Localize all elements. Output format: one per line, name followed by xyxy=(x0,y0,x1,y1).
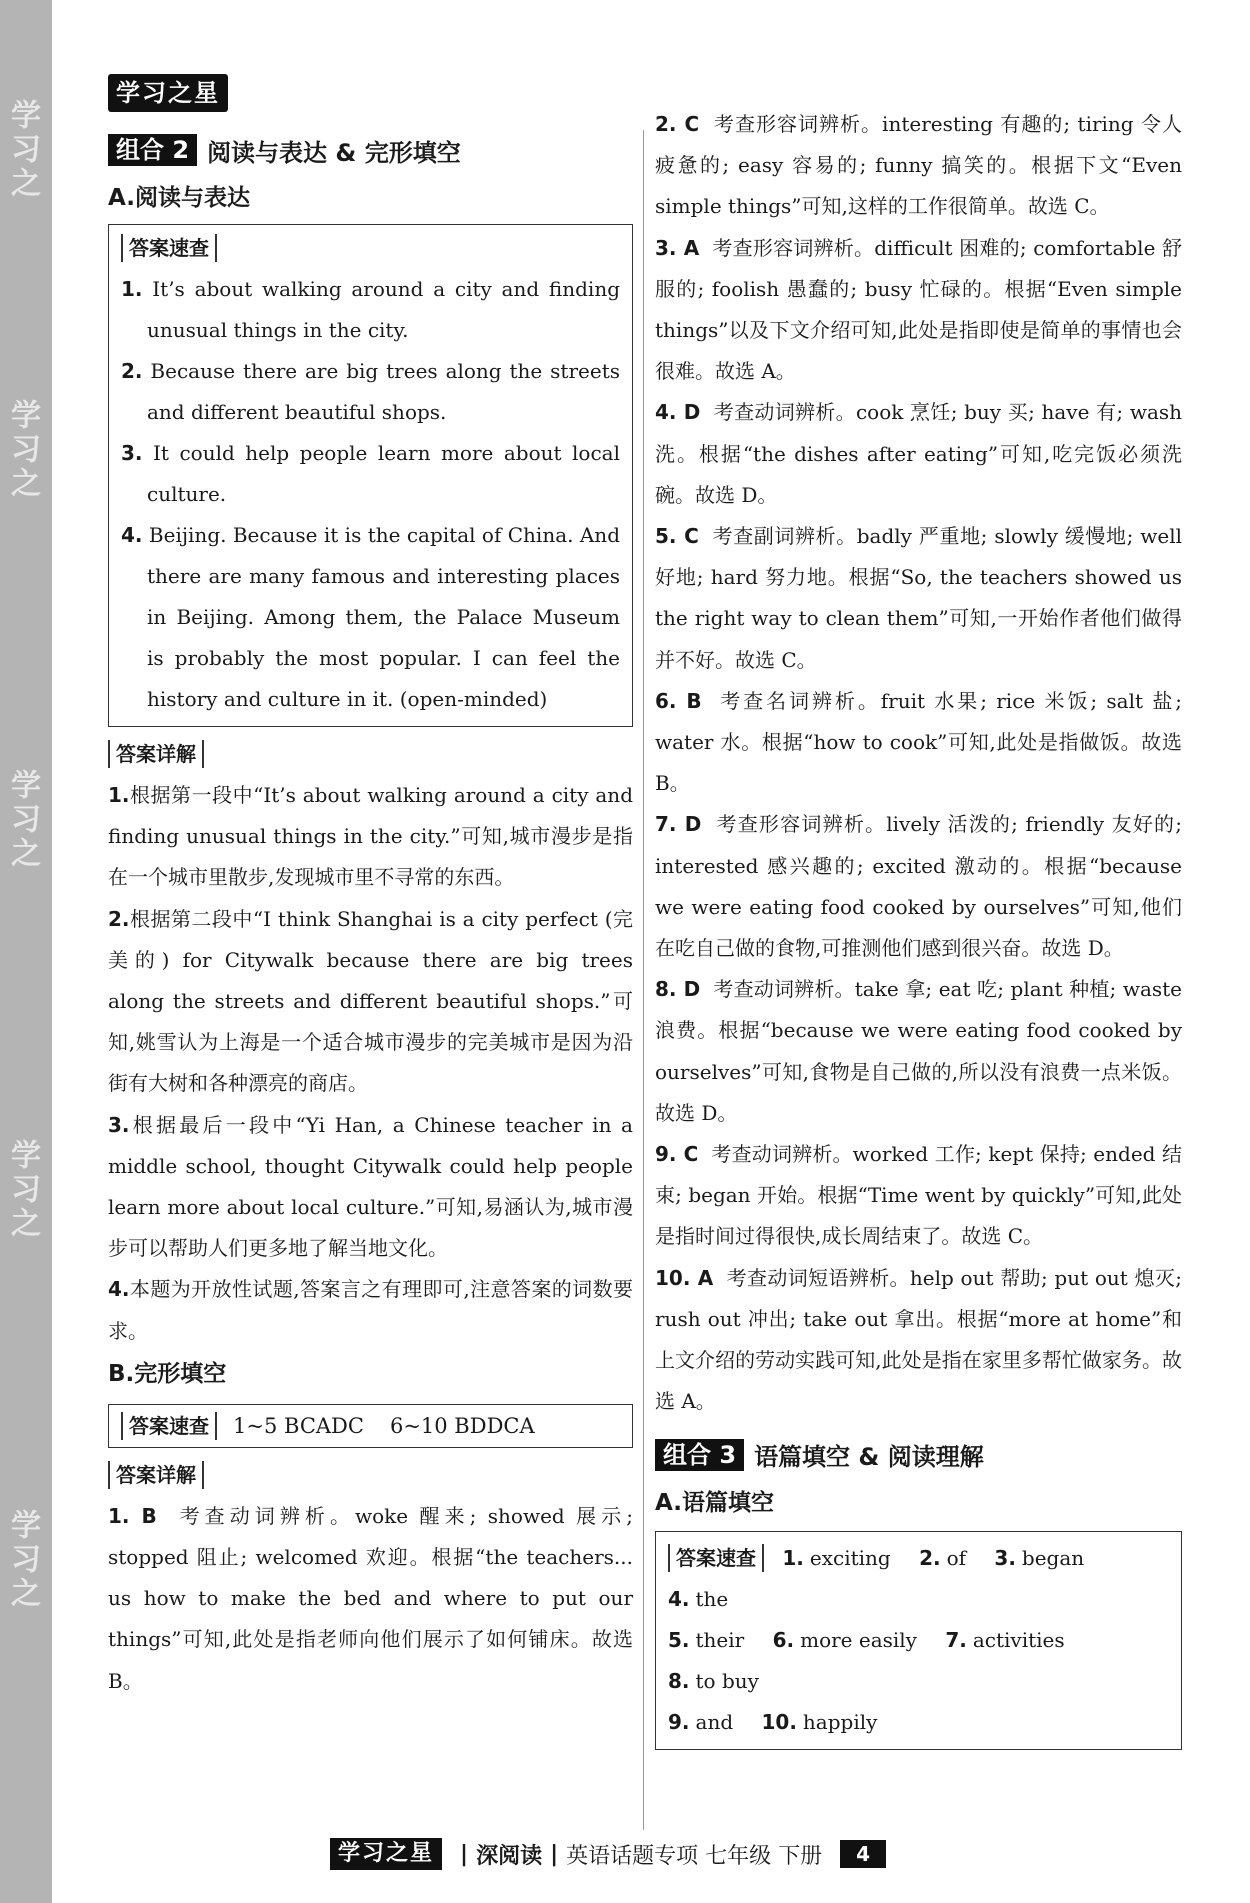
fill-answer: 9. and xyxy=(668,1709,734,1734)
fill-answer: 1. exciting xyxy=(782,1545,891,1570)
detail-paragraph: 3. A 考查形容词辨析。difficult 困难的; comfortable 舒服的; foolish 愚蠢的; busy 忙碌的。根据“Even simple things”以及下文介绍可知,此处是指即使是简单的事情也会很难。故选 A。 xyxy=(655,235,1182,384)
right-column xyxy=(655,104,1182,1750)
partB-quick-box xyxy=(108,1404,633,1448)
side-logo: 学习之 xyxy=(5,1509,40,1611)
footer-series: 深阅读 xyxy=(476,1843,543,1869)
partB-answers-2: 6~10 BDDCA xyxy=(389,1413,535,1438)
detail-paragraph: 3.根据最后一段中“Yi Han, a Chinese teacher in a middle school, thought Citywalk could help people learn more about local culture.”可知,易涵认为,城市漫步可以帮助人们更多地了解当地文化。 xyxy=(108,1112,633,1261)
page-footer xyxy=(330,1834,886,1874)
footer-separator: | xyxy=(550,1841,559,1867)
detail-paragraph: 10. A 考查动词短语辨析。help out 帮助; put out 熄灭; rush out 冲出; take out 拿出。根据“more at home”和上文介绍的劳动实践可知,此处是指在家里多帮忙做家务。故选 A。 xyxy=(655,1265,1182,1414)
partB-quick-label: 答案速查 xyxy=(121,1412,217,1440)
group2-title xyxy=(108,130,633,170)
side-logo: 学习之 xyxy=(5,769,40,871)
fill-answer: 3. began xyxy=(994,1545,1085,1570)
group3-partA-title: A.语篇填空 xyxy=(655,1489,774,1516)
side-strip xyxy=(0,0,52,1903)
fill-answer: 10. happily xyxy=(761,1709,878,1734)
detail-paragraph: 8. D 考查动词辨析。take 拿; eat 吃; plant 种植; waste 浪费。根据“because we were eating food cooked by ourselves”可知,食物是自己做的,所以没有浪费一点米饭。故选 D。 xyxy=(655,977,1183,1125)
partB-answers-1: 1~5 BCADC xyxy=(233,1413,364,1438)
detail-paragraph: 1.根据第一段中“It’s about walking around a city and finding unusual things in the city.”可知,城市漫步是指在一个城市里散步,发现城市里不寻常的东西。 xyxy=(108,783,633,890)
detail-paragraph: 9. C 考查动词辨析。worked 工作; kept 保持; ended 结束; began 开始。根据“Time went by quickly”可知,此处是指时间过得很快,成长周结束了。故选 C。 xyxy=(655,1142,1182,1249)
quick-answer-item: 1. It’s about walking around a city and finding unusual things in the city. xyxy=(121,277,621,342)
fill-answer: 8. to buy xyxy=(668,1668,759,1693)
fill-answer: 5. their xyxy=(668,1627,745,1652)
footer-book-title: 英语话题专项 七年级 下册 xyxy=(566,1843,823,1869)
detail-paragraph: 1. B 考查动词辨析。woke 醒来; showed 展示; stopped 阻止; welcomed 欢迎。根据“the teachers... us how to make the bed and where to put our things”可知,此处是指老师向他们展示了如何铺床。故选 B。 xyxy=(108,1503,633,1693)
group3-quick-box xyxy=(655,1531,1182,1750)
partA-title: A.阅读与表达 xyxy=(108,185,250,211)
left-column xyxy=(108,130,633,1702)
group2-tag: 组合 2 xyxy=(108,134,197,166)
group3-heading: 语篇填空 & 阅读理解 xyxy=(754,1443,984,1471)
detail-paragraph: 4. D 考查动词辨析。cook 烹饪; buy 买; have 有; wash 洗。根据“the dishes after eating”可知,吃完饭必须洗碗。故选 D。 xyxy=(655,400,1183,507)
group3-quick-label: 答案速查 xyxy=(668,1544,764,1572)
side-logo: 学习之 xyxy=(5,1139,40,1241)
side-logo: 学习之 xyxy=(5,399,40,501)
footer-separator: | xyxy=(460,1841,469,1867)
quick-answer-box xyxy=(108,224,633,727)
brand-logo: 学习之星 xyxy=(108,74,228,112)
fill-answer: 2. of xyxy=(919,1545,967,1570)
quick-answer-label: 答案速查 xyxy=(121,234,217,262)
group3-title xyxy=(655,1435,1182,1475)
fill-answer: 6. more easily xyxy=(772,1627,917,1652)
detail-paragraph: 5. C 考查副词辨析。badly 严重地; slowly 缓慢地; well 好地; hard 努力地。根据“So, the teachers showed us the right way to clean them”可知,一开始作者他们做得并不好。故选 C。 xyxy=(655,524,1182,672)
group2-heading: 阅读与表达 & 完形填空 xyxy=(207,138,461,167)
page-number: 4 xyxy=(840,1840,886,1868)
fill-answer: 4. the xyxy=(668,1586,729,1611)
quick-answer-item: 2. Because there are big trees along the streets and different beautiful shops. xyxy=(121,359,621,424)
fill-answer: 7. activities xyxy=(945,1627,1065,1652)
quick-answer-item: 3. It could help people learn more about local culture. xyxy=(121,441,620,506)
partB-title: B.完形填空 xyxy=(108,1360,227,1387)
group3-tag: 组合 3 xyxy=(655,1439,744,1471)
detail-paragraph: 6. B 考查名词辨析。fruit 水果; rice 米饭; salt 盐; water 水。根据“how to cook”可知,此处是指做饭。故选 B。 xyxy=(655,688,1182,796)
detail-paragraph: 2.根据第二段中“I think Shanghai is a city perfect (完美的) for Citywalk because there are big trees along the streets and different beautiful shops.”可知,姚雪认为上海是一个适合城市漫步的完美城市是因为沿街有大树和各种漂亮的商店。 xyxy=(108,906,633,1096)
detail-paragraph: 7. D 考查形容词辨析。lively 活泼的; friendly 友好的; interested 感兴趣的; excited 激动的。根据“because we were eating food cooked by ourselves”可知,他们在吃自己做的食物,可推测他们感到很兴奋。故选 D。 xyxy=(655,812,1183,961)
column-divider xyxy=(643,130,644,1830)
side-logo: 学习之 xyxy=(5,99,40,201)
footer-logo: 学习之星 xyxy=(330,1838,442,1870)
detail-paragraph: 2. C 考查形容词辨析。interesting 有趣的; tiring 令人疲惫的; easy 容易的; funny 搞笑的。根据下文“Even simple things”可知,这样的工作很简单。故选 C。 xyxy=(655,112,1182,219)
quick-answer-item: 4. Beijing. Because it is the capital of China. And there are many famous and interesting places in Beijing. Among them, the Palace Museum is probably the most popular. I can feel the history and culture in it. (open-minded) xyxy=(121,523,620,711)
detail-label: 答案详解 xyxy=(108,740,204,768)
detail-paragraph: 4.本题为开放性试题,答案言之有理即可,注意答案的词数要求。 xyxy=(108,1277,633,1343)
partB-detail-label: 答案详解 xyxy=(108,1461,204,1489)
